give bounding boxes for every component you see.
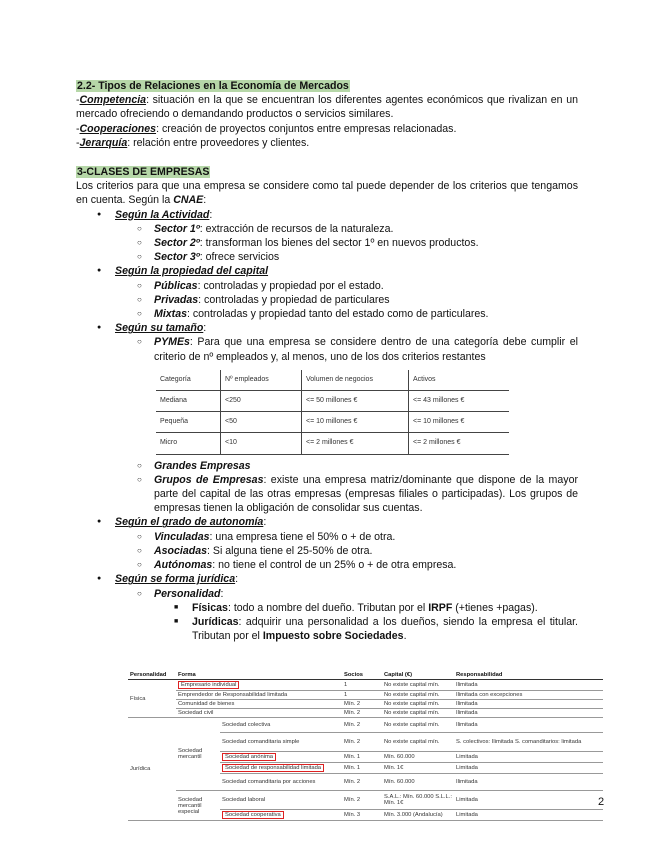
actividad-list — [115, 222, 578, 265]
juridica-list — [115, 587, 578, 644]
term-competencia: Competencia — [79, 94, 147, 107]
page-content — [76, 79, 578, 643]
intro-text: Los criterios para que una empresa se considere como tal puede depender de los criterios que tengamos en cuenta. Según la — [76, 180, 578, 207]
relation-cooperaciones — [76, 122, 578, 136]
criterion-propiedad-title: Según la propiedad del capital — [115, 265, 269, 278]
list-item-grupos: ○ Grupos de Empresas: existe una empresa matriz/dominante que dispone de la mayor parte del capital de las otras empresas (empresas filiales o participadas). Los grupos de empresas tienen la obligación de consolidar sus cuentas. — [115, 473, 578, 516]
criterion-autonomia: ● Según el grado de autonomía: ○ Vinculadas: una empresa tiene el 50% o + de otra. ○ Asociadas: Si alguna tiene el 25-50% de otra. ○ Autónomas: no tiene el control de un 25% o + de otra empresa. — [76, 515, 578, 572]
section-3-heading — [76, 165, 578, 179]
relation-competencia — [76, 93, 578, 121]
text-competencia: : situación en la que se encuentran los diferentes agentes económicos que rivalizan en un mercado ofreciendo o demandando productos o servicios similares. — [76, 94, 578, 121]
table-row: Sociedad civil Mín. 2 No existe capital mín. Ilimitada — [128, 709, 603, 718]
criterion-autonomia-title: Según el grado de autonomía — [115, 516, 264, 529]
table-row: Emprendedor de Responsabilidad limitada 1 No existe capital mín. Ilimitada con excepciones — [128, 691, 603, 700]
criteria-list — [76, 208, 578, 644]
criterion-propiedad — [76, 264, 578, 321]
table-row: Jurídica Sociedad mercantil Sociedad colectiva Mín. 2 No existe capital mín. Ilimitada — [128, 718, 603, 733]
dash: - — [76, 94, 80, 107]
propiedad-list — [115, 279, 578, 322]
list-item: ○ Asociadas: Si alguna tiene el 25-50% de otra. — [115, 544, 578, 558]
criterion-tamano-title: Según su tamaño — [115, 322, 204, 335]
intro-end: : — [203, 194, 207, 207]
table-row: Sociedad comanditaria por acciones Mín. 2 Mín. 60.000 Ilimitada — [128, 774, 603, 791]
section-3-heading-text: 3-CLASES DE EMPRESAS — [77, 166, 210, 179]
table-row: Pequeña <50 <= 10 millones € <= 10 millones € — [156, 412, 509, 433]
criterion-actividad-title: Según la Actividad — [115, 208, 210, 221]
list-item-grandes: ○ Grandes Empresas — [115, 459, 578, 473]
table-row: Sociedad anónima Mín. 1 Mín. 60.000 Limitada — [128, 752, 603, 763]
list-item-fisicas: ■ Físicas: todo a nombre del dueño. Tributan por el IRPF (+tienes +pagas). — [154, 601, 578, 615]
criterion-actividad: ● Según la Actividad: ○ Sector 1º: extracción de recursos de la naturaleza. ○ Sector 2º: transforman los bienes del sector 1º en nuevos productos. ○ Sector 3º: ofrece servicios — [76, 208, 578, 265]
page-number: 2 — [598, 796, 605, 808]
list-item: ○ Sector 1º: extracción de recursos de la naturaleza. — [115, 222, 578, 236]
list-item: ○ Privadas: controladas y propiedad de particulares — [115, 293, 578, 307]
legal-forms-table — [128, 671, 603, 821]
list-item-personalidad: ○ Personalidad: ■ Físicas: todo a nombre del dueño. Tributan por el IRPF (+tienes +pagas). ■ Jurídicas: adquirir una personalidad a los dueños, siendo la empresa el titular. Tributan por el Impuesto sobre Sociedades. — [115, 587, 578, 644]
list-item: ○ Públicas: controladas y propiedad por el estado. — [115, 279, 578, 293]
table-row: Física Empresario individual 1 No existe capital mín. Ilimitada — [128, 680, 603, 691]
term-jerarquia: Jerarquía — [79, 136, 128, 149]
table-row: Sociedad de responsabilidad limitada Mín. 1 Mín. 1€ Limitada — [128, 763, 603, 774]
list-item: ○ Autónomas: no tiene el control de un 25% o + de otra empresa. — [115, 558, 578, 572]
dash: - — [76, 136, 80, 149]
personalidad-list — [154, 601, 578, 644]
section-3-intro — [76, 179, 578, 207]
table-header-row: Categoría Nº empleados Volumen de negocios Activos — [156, 370, 509, 391]
table-row: Comunidad de bienes Mín. 2 No existe capital mín. Ilimitada — [128, 700, 603, 709]
table-row: Sociedad cooperativa Mín. 3 Mín. 3.000 (Andalucía) Limitada — [128, 810, 603, 821]
autonomia-list — [115, 530, 578, 573]
list-item: ○ Mixtas: controladas y propiedad tanto del estado como de particulares. — [115, 307, 578, 321]
table-header-row: Personalidad Forma Socios Capital (€) Responsabilidad — [128, 671, 603, 680]
section-2-2-heading — [76, 79, 578, 93]
section-2-2-heading-text: 2.2- Tipos de Relaciones en la Economía de Mercados — [77, 80, 349, 92]
table-row: Sociedad comanditaria simple Mín. 2 No existe capital mín. S. colectivos: Ilimitada S. comanditarios: limitada — [128, 733, 603, 752]
list-item-pymes: ○ PYMEs: Para que una empresa se considere dentro de una categoría debe cumplir el criterio de nº empleados y, al menos, uno de los dos criterios restantes Categoría Nº empleados Volumen de negocios Activos Mediana <250 <= 50 millones € <= 43 millones € Pequeña <50 <= 10 millones € <= 10 millones € Micro <10 <= 2 millones € <= 2 millones € — [115, 335, 578, 454]
list-item-juridicas: ■ Jurídicas: adquirir una personalidad a los dueños, siendo la empresa el titular. Tributan por el Impuesto sobre Sociedades. — [154, 615, 578, 643]
text-jerarquia: : relación entre proveedores y clientes. — [127, 136, 310, 149]
table-row: Sociedad mercantil especial Sociedad laboral Mín. 2 S.A.L.: Mín. 60.000 S.L.L.: Mín. 1€ Limitada — [128, 791, 603, 810]
criterion-juridica: ● Según se forma jurídica: ○ Personalidad: ■ Físicas: todo a nombre del dueño. Tributan por el IRPF (+tienes +pagas). ■ Jurídicas: adquirir una personalidad a los dueños, siendo la empresa el titular. Tributan por el Impuesto sobre Sociedades. — [76, 572, 578, 643]
list-item: ○ Sector 3º: ofrece servicios — [115, 250, 578, 264]
tamano-list — [115, 335, 578, 515]
list-item: ○ Sector 2º: transforman los bienes del sector 1º en nuevos productos. — [115, 236, 578, 250]
text-cooperaciones: : creación de proyectos conjuntos entre empresas relacionadas. — [156, 122, 457, 135]
table-row: Mediana <250 <= 50 millones € <= 43 millones € — [156, 391, 509, 412]
criterion-juridica-title: Según se forma jurídica — [115, 573, 236, 586]
dash: - — [76, 122, 80, 135]
list-item: ○ Vinculadas: una empresa tiene el 50% o + de otra. — [115, 530, 578, 544]
term-cooperaciones: Cooperaciones — [79, 122, 157, 135]
criterion-tamano: ● Según su tamaño: ○ PYMEs: Para que una empresa se considere dentro de una categoría debe cumplir el criterio de nº empleados y, al menos, uno de los dos criterios restantes Categoría Nº empleados Volumen de negocios Activos Mediana <250 <= 50 millones € <= 43 millones € Pequeña <50 <= 10 millones € <= 10 millones € Micro <10 <= 2 millones € <= 2 millones € ○ Grandes Empresas ○ Grupos de Empresas: existe una empresa matriz/dominante que dispone de la mayor parte del capital de las otras empresas (empresas filiales o participadas). Los grupos de empresas tienen la obligación de consolidar sus cuentas. — [76, 321, 578, 515]
pyme-table — [156, 370, 509, 455]
intro-cnae: CNAE — [173, 194, 204, 207]
relation-jerarquia — [76, 136, 578, 150]
table-row: Micro <10 <= 2 millones € <= 2 millones € — [156, 433, 509, 454]
